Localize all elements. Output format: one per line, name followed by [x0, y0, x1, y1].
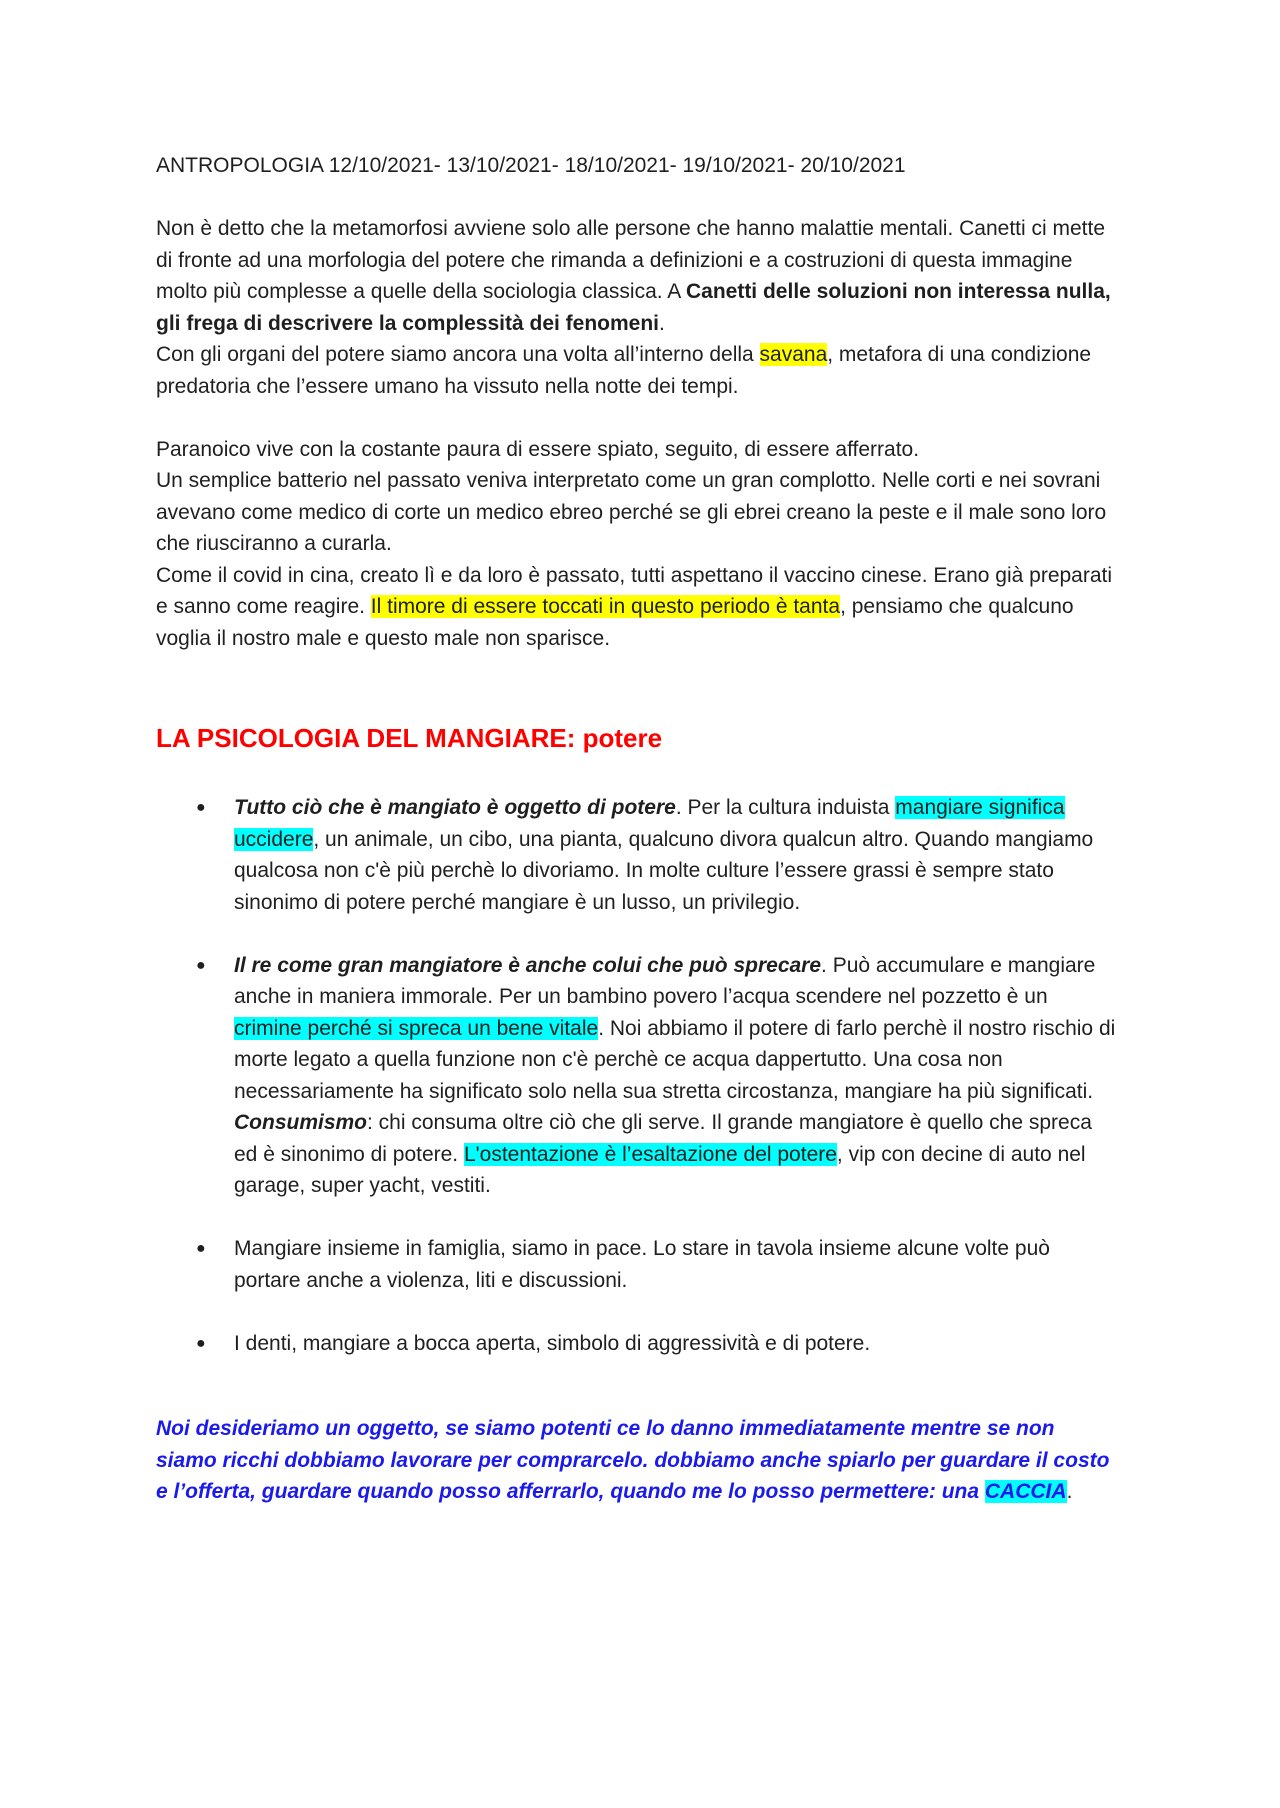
list-item: [156, 792, 1116, 918]
paragraph-text: Con gli organi del potere siamo ancora una volta all’interno della: [156, 343, 760, 366]
bullet-text: , vip con decine di auto nel garage, super yacht, vestiti.: [234, 1142, 1086, 1197]
bullet-icon: ●: [196, 1334, 206, 1352]
list-item: [156, 1328, 1116, 1360]
paragraph-savana: [156, 339, 1116, 402]
bullet-text: . Noi abbiamo il potere di farlo perchè il nostro rischio di morte legato a quella funzione non c'è perchè ce acqua dappertutto. Una cosa non necessariamente ha significato solo nella sua stretta circostanza, mangiare ha più significati.: [234, 1016, 1116, 1103]
highlight-caccia: CACCIA: [984, 1480, 1067, 1503]
highlight-mangiare: mangiare significa uccidere: [234, 796, 1065, 851]
term-consumismo: Consumismo: [234, 1111, 368, 1134]
bullet-text: . Può accumulare e mangiare anche in maniera immorale. Per un bambino povero l’acqua scendere nel pozzetto è un: [234, 953, 1096, 1008]
highlight-timore: Il timore di essere toccati in questo periodo è tanta: [370, 595, 841, 618]
bullet-lead: Il re come gran mangiatore è anche colui che può sprecare: [234, 953, 822, 977]
paragraph-covid: [156, 560, 1116, 655]
bullet-lead: Tutto ciò che è mangiato è oggetto di potere: [234, 796, 676, 819]
bold-statement: Canetti delle soluzioni non interessa nulla, gli frega di descrivere la complessità dei fenomeni: [156, 280, 1111, 335]
bullet-text: Mangiare insieme in famiglia, siamo in pace. Lo stare in tavola insieme alcune volte può portare anche a violenza, liti e discussioni.: [234, 1237, 1050, 1292]
paragraph-text: , metafora di una condizione predatoria che l’essere umano ha vissuto nella notte dei tempi.: [156, 343, 1092, 398]
highlight-ostentazione: L'ostentazione è l’esaltazione del potere: [463, 1142, 837, 1166]
paragraph-metamorfosi: [156, 213, 1116, 339]
punctuation: .: [659, 311, 665, 335]
bullet-icon: ●: [196, 799, 206, 816]
bullet-text: , un animale, un cibo, una pianta, qualcuno divora qualcun altro. Quando mangiamo qualcosa non c'è più perchè lo divoriamo. In molte culture l’essere grassi è sempre stato sinonimo di potere perché mangiare è un lusso, un privilegio.: [234, 827, 1094, 914]
bullet-icon: ●: [196, 1240, 206, 1257]
document-page: [156, 150, 1116, 1508]
bullet-text: : chi consuma oltre ciò che gli serve. Il grande mangiatore è quello che spreca ed è sinonimo di potere.: [234, 1111, 1092, 1166]
closing-text: Noi desideriamo un oggetto, se siamo potenti ce lo danno immediatamente mentre se non siamo ricchi dobbiamo lavorare per comprarcelo. dobbiamo anche spiarlo per guardare il costo e l’offerta, guardare quando posso afferrarlo, quando me lo posso permettere: una: [156, 1417, 1110, 1503]
paragraph-batterio: Un semplice batterio nel passato veniva interpretato come un gran complotto. Nelle corti e nei sovrani avevano come medico di corte un medico ebreo perché se gli ebrei creano la peste e il male sono loro che riusciranno a curarla.: [156, 469, 1107, 555]
list-item: [156, 950, 1116, 1202]
paragraph-text: , pensiamo che qualcuno voglia il nostro male e questo male non sparisce.: [156, 595, 1074, 650]
list-item: [156, 1233, 1116, 1296]
highlight-crimine: crimine perché si spreca un bene vitale: [234, 1016, 599, 1040]
document-title: ANTROPOLOGIA 12/10/2021- 13/10/2021- 18/10/2021- 19/10/2021- 20/10/2021: [156, 154, 906, 177]
paragraph-text: Non è detto che la metamorfosi avviene solo alle persone che hanno malattie mentali. Canetti ci mette di fronte ad una morfologia del potere che rimanda a definizioni e a costruzioni di questa immagine molto più complesse a quelle della sociologia classica. A: [156, 217, 1106, 303]
bullet-list: [156, 792, 1116, 1359]
bullet-icon: ●: [196, 956, 206, 974]
bullet-text: . Per la cultura induista: [675, 796, 896, 819]
spacer: [156, 402, 1116, 434]
punctuation: .: [1066, 1480, 1073, 1503]
paragraph-paranoico: Paranoico vive con la costante paura di essere spiato, seguito, di essere afferrato.: [156, 437, 920, 461]
section-heading: LA PSICOLOGIA DEL MANGIARE: potere: [156, 723, 663, 753]
closing-paragraph: [156, 1413, 1116, 1508]
paragraph-text: Come il covid in cina, creato lì e da loro è passato, tutti aspettano il vaccino cinese. Erano già preparati e sanno come reagire.: [156, 563, 1113, 618]
highlight-savana: savana: [759, 343, 828, 366]
bullet-text: I denti, mangiare a bocca aperta, simbolo di aggressività e di potere.: [234, 1331, 871, 1355]
